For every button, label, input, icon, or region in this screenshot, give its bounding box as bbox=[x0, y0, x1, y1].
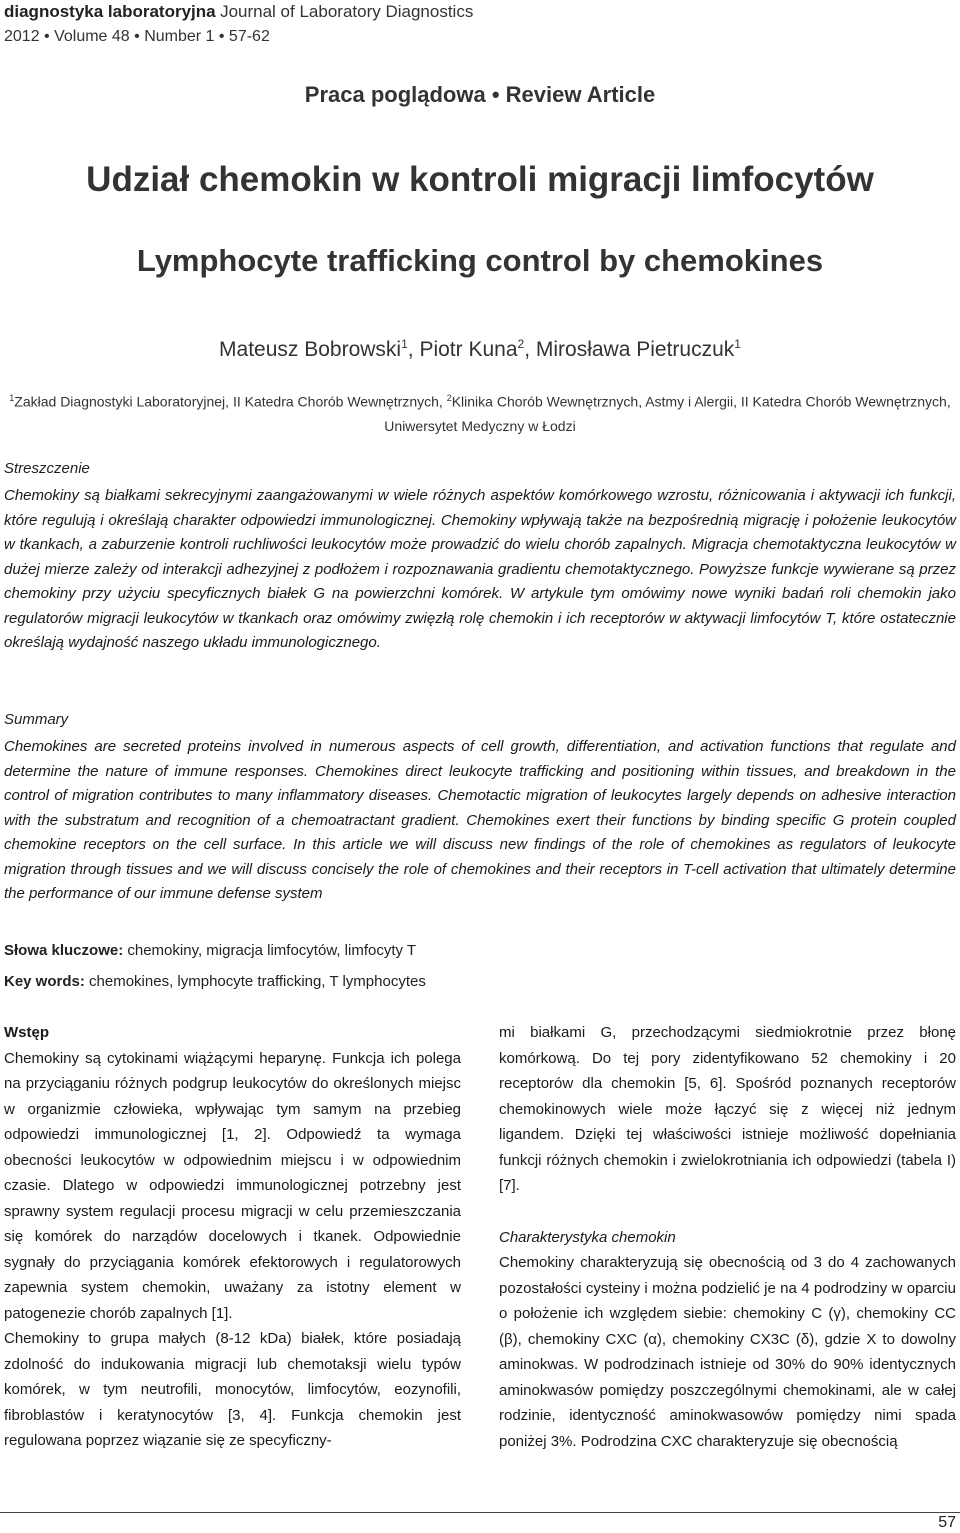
affiliation-sup: 1 bbox=[9, 393, 15, 403]
journal-name-polish: diagnostyka laboratoryjna bbox=[4, 2, 216, 21]
keywords-english-text: chemokines, lymphocyte trafficking, T lymphocytes bbox=[84, 973, 426, 990]
journal-issue: 2012 • Volume 48 • Number 1 • 57-62 bbox=[4, 28, 270, 45]
footer-divider bbox=[0, 1512, 960, 1513]
abstract-polish-label: Streszczenie bbox=[4, 460, 90, 477]
keywords-polish-text: chemokiny, migracja limfocytów, limfocyty T bbox=[123, 942, 417, 959]
abstract-english-text: Chemokines are secreted proteins involved in numerous aspects of cell growth, differentiation, and activation functions that regulate and determine the nature of immune responses. Chemokines direct leukocyte trafficking and positioning within tissues, and breakdown in the control of migration contributes to many inflammatory diseases. Chemotactic migration of leukocytes largely depends on adhesive interaction with the substratum and recognition of a chemoatractant gradient. Chemokines exert their functions by binding specific G protein coupled chemokine receptors on the cell surface. In this article we will discuss new findings of the role of chemokines as regulators of leukocyte migration through tissues and we will discuss concisely the role of chemokines and their receptors in T-cell activation that ultimately determine the performance of our immune defense system bbox=[4, 738, 956, 902]
title-polish: Udział chemokin w kontroli migracji limfocytów bbox=[86, 160, 874, 199]
title-english: Lymphocyte trafficking control by chemokines bbox=[136, 243, 824, 278]
author-name: Mateusz Bobrowski bbox=[219, 338, 402, 361]
author-list bbox=[0, 337, 960, 362]
affiliations bbox=[4, 386, 956, 438]
body-column-right bbox=[499, 1020, 956, 1454]
author-affiliation-sup: 1 bbox=[401, 337, 408, 351]
keywords-english-label: Key words: bbox=[4, 973, 85, 990]
keywords-polish bbox=[4, 942, 416, 959]
page-number: 57 bbox=[938, 1514, 956, 1531]
affiliation-sup: 2 bbox=[446, 393, 452, 403]
author-name: Piotr Kuna bbox=[419, 338, 518, 361]
author-affiliation-sup: 1 bbox=[734, 337, 741, 351]
author-separator: , bbox=[524, 338, 536, 361]
section-heading-introduction: Wstęp bbox=[4, 1024, 49, 1041]
paragraph: Chemokiny charakteryzują się obecnością od 3 do 4 zachowanych pozostałości cysteiny i można podzielić je na 4 podrodziny w oparciu o położenie ich względem siebie: chemokiny C (γ), chemokiny CC (β), chemokiny CXC (α), chemokiny CX3C (δ), gdzie X to dowolny aminokwas. W podrodzinach istnieje od 30% do 90% identycznych aminokwasów pomiędzy poszczególnymi chemokinami, ale w całej rodzinie, identyczność aminokwasowów pomiędzy nimi spada poniżej 3%. Podrodzina CXC charakteryzuje się obecnością bbox=[499, 1254, 956, 1450]
paragraph: Chemokiny są cytokinami wiążącymi heparynę. Funkcja ich polega na przyciąganiu różnych podgrup leukocytów do określonych miejsc w organizmie człowieka, wpływając tym samym na przebieg odpowiedzi immunologicznej [1, 2]. Odpowiedź ta wymaga obecności leukocytów w odpowiednim miejscu i w odpowiednim czasie. Dlatego w odpowiedzi immunologicznej potrzebny jest sprawny system regulacji procesu migracji w celu przemieszczania się komórek do narządów docelowych i tkanek. Odpowiednie sygnały do przyciągania komórek efektorowych i regulatorowych zapewnia system chemokin, uważany za istotny element w patogenezie chorób zapalnych [1]. bbox=[4, 1049, 461, 1322]
article-type: Praca poglądowa • Review Article bbox=[304, 82, 656, 107]
abstract-polish-text: Chemokiny są białkami sekrecyjnymi zaangażowanymi w wiele różnych aspektów komórkowego wzrostu, różnicowania i aktywacji ich funkcji, które regulują i określają charakter odpowiedzi immunologicznej. Chemokiny wpływają także na bezpośrednią migrację i położenie leukocytów w tkankach, a zaburzenie kontroli ruchliwości leukocytów może prowadzić do wielu chorób zapalnych. Migracja chemotaktyczna leukocytów w dużej mierze zależy od interakcji adhezyjnej z podłożem i rozpoznawania gradientu chemotaktycznego. Powyższe funkcje wywierane są przez chemokiny przy użyciu specyficznych białek G na powierzchni komórek. W artykule tym omówimy nowe wyniki badań roli chemokin jako regulatorów migracji leukocytów w tkankach oraz omówimy zwięzłą rolę chemokin i ich receptorów w aktywacji limfocytów T, które ostatecznie określają wydajność naszego układu immunologicznego. bbox=[4, 487, 956, 651]
author-separator: , bbox=[407, 338, 420, 361]
abstract-english-label: Summary bbox=[4, 711, 69, 728]
journal-header bbox=[4, 2, 473, 22]
keywords-polish-label: Słowa kluczowe: bbox=[4, 942, 124, 959]
keywords-english bbox=[4, 973, 426, 990]
journal-name-english: Journal of Laboratory Diagnostics bbox=[220, 2, 474, 21]
section-heading-chemokine-characteristics: Charakterystyka chemokin bbox=[499, 1228, 676, 1246]
paragraph-gap bbox=[499, 1199, 956, 1225]
paragraph: Chemokiny to grupa małych (8-12 kDa) białek, które posiadają zdolność do indukowania migracji lub chemotaksji wielu typów komórek, w tym neutrofili, monocytów, limfocytów, eozynofili, fibroblastów i keratynocytów [3, 4]. Funkcja chemokin jest regulowana poprzez wiązanie się ze specyficzny- bbox=[4, 1330, 461, 1449]
paragraph: mi białkami G, przechodzącymi siedmiokrotnie przez błonę komórkową. Do tej pory zidentyfikowano 52 chemokiny i 20 receptorów dla chemokin [5, 6]. Spośród poznanych receptorów chemokinowych wiele może łączyć się z więcej niż jednym ligandem. Dzięki tej właściwości istnieje możliwość dopełniania funkcji różnych chemokin i zwielokrotniania ich odpowiedzi (tabela I) [7]. bbox=[499, 1024, 956, 1194]
affiliation-text: Klinika Chorób Wewnętrznych, Astmy i Alergii, II Katedra Chorób Wewnętrznych, Uniwersytet Medyczny w Łodzi bbox=[384, 393, 951, 434]
author-name: Mirosława Pietruczuk bbox=[535, 338, 735, 361]
body-column-left bbox=[4, 1020, 461, 1454]
author-affiliation-sup: 2 bbox=[517, 337, 525, 351]
affiliation-text: Zakład Diagnostyki Laboratoryjnej, II Katedra Chorób Wewnętrznych, bbox=[14, 393, 447, 410]
